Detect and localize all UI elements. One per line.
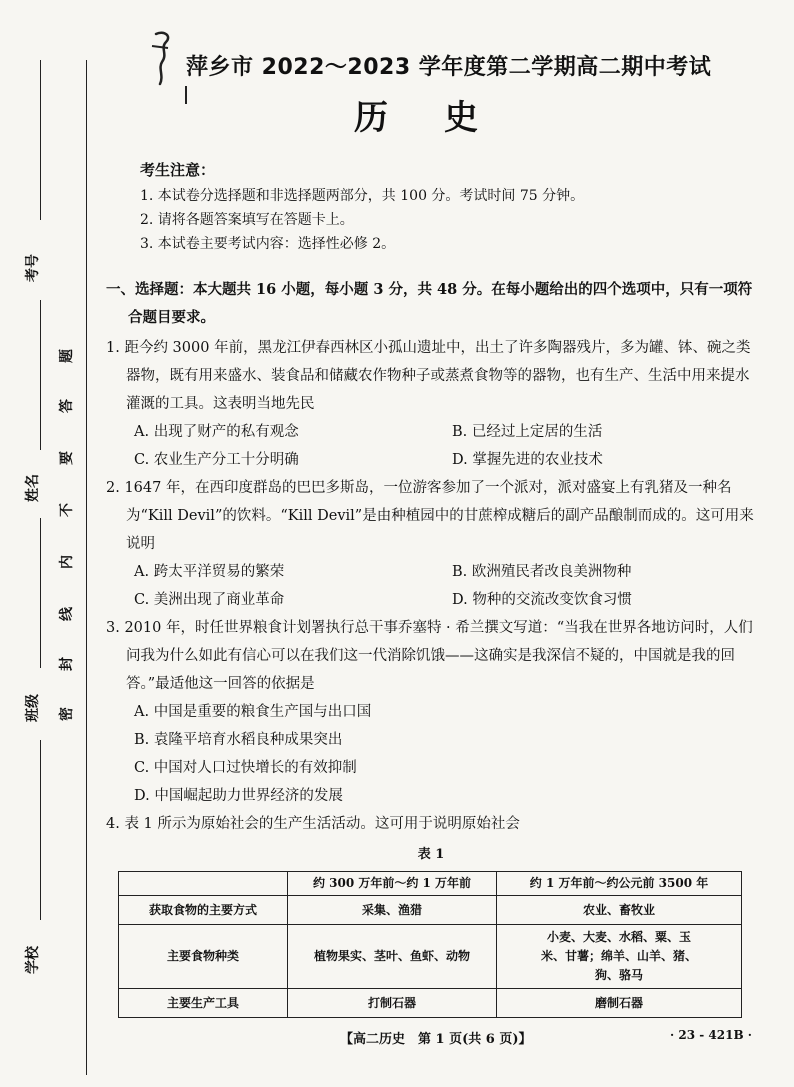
field-label-school: 学校: [25, 946, 41, 974]
option-b: B. 欧洲殖民者改良美洲物种: [452, 564, 632, 580]
seal-char: 封: [59, 657, 75, 671]
table-cell: 植物果实、茎叶、鱼虾、动物: [288, 925, 497, 989]
notice-item: 2. 请将各题答案填写在答题卡上。: [140, 212, 354, 228]
seal-char: 密: [59, 707, 75, 721]
field-line-name: [40, 300, 41, 450]
field-label-class: 班级: [25, 694, 41, 722]
option-b: B. 已经过上定居的生活: [452, 424, 603, 440]
seal-char: 线: [59, 607, 75, 621]
option-d: D. 物种的交流改变饮食习惯: [452, 592, 632, 608]
seal-char: 内: [59, 555, 75, 569]
field-line-exam-number: [40, 60, 41, 220]
table-cell: 主要生产工具: [119, 989, 288, 1018]
paper-code: · 23 - 421B ·: [670, 1028, 752, 1042]
option-d: D. 中国崛起助力世界经济的发展: [134, 788, 343, 804]
table-cell: 主要食物种类: [119, 925, 288, 989]
option-a: A. 跨太平洋贸易的繁荣: [134, 564, 285, 580]
seal-char: 不: [59, 503, 75, 517]
table-cell: 磨制石器: [497, 989, 742, 1018]
seal-line: [86, 60, 87, 1075]
table-cell: 约 300 万年前～约 1 万年前: [288, 872, 497, 896]
exam-subject: 历史: [354, 98, 534, 138]
option-c: C. 美洲出现了商业革命: [134, 592, 285, 608]
binding-margin: [0, 0, 100, 1087]
table-row: [119, 925, 742, 989]
option-a: A. 出现了财产的私有观念: [134, 424, 299, 440]
option-d: D. 掌握先进的农业技术: [452, 452, 603, 468]
option-b: B. 袁隆平培育水稻良种成果突出: [134, 732, 343, 748]
question-1-stem: 1. 距今约 3000 年前，黑龙江伊春西林区小孤山遗址中，出土了许多陶器残片，多为罐、钵、碗之类器物，既有用来盛水、装食品和储藏农作物种子或蒸煮食物等的器物，也有生产、生活中用来提水灌溉的工具。这表明当地先民: [106, 340, 751, 412]
exam-title: 萍乡市 2022～2023 学年度第二学期高二期中考试: [186, 55, 712, 80]
table-cell: 农业、畜牧业: [497, 896, 742, 925]
seal-char: 答: [59, 399, 75, 413]
table-caption: 表 1: [417, 847, 445, 862]
question-section: [106, 276, 756, 866]
table-cell: 小麦、大麦、水稻、粟、玉米、甘薯；绵羊、山羊、猪、狗、骆马: [497, 925, 742, 989]
field-label-name: 姓名: [25, 474, 41, 502]
question-2-stem: 2. 1647 年，在西印度群岛的巴巴多斯岛，一位游客参加了一个派对，派对盛宴上有乳猪及一种名为“Kill Devil”的饮料。“Kill Devil”是由种植园中的甘蔗榨成糖后的副产品酿制而成的。这可用来说明: [106, 480, 754, 552]
notice-heading: 考生注意：: [140, 161, 216, 179]
question-3-stem: 3. 2010 年，时任世界粮食计划署执行总干事乔塞特 · 希兰撰文写道：“当我在世界各地访问时，人们问我为什么如此有信心可以在我们这一代消除饥饿——这确实是我深信不疑的，中国就是我的回答。”最适他这一回答的依据是: [106, 620, 753, 692]
table-cell: [119, 872, 288, 896]
section-heading: 一、选择题：本大题共 16 小题，每小题 3 分，共 48 分。在每小题给出的四个选项中，只有一项符合题目要求。: [106, 281, 753, 326]
option-c: C. 中国对人口过快增长的有效抑制: [134, 760, 357, 776]
option-a: A. 中国是重要的粮食生产国与出口国: [134, 704, 372, 720]
option-c: C. 农业生产分工十分明确: [134, 452, 299, 468]
notice-item: 3. 本试卷主要考试内容：选择性必修 2。: [140, 236, 396, 252]
table-row: [119, 896, 742, 925]
table-1: [118, 871, 742, 1018]
question-2-options: [106, 558, 756, 614]
notice-item: 1. 本试卷分选择题和非选择题两部分，共 100 分。考试时间 75 分钟。: [140, 188, 585, 204]
field-line-school: [40, 740, 41, 920]
field-line-class: [40, 518, 41, 668]
table-cell: 约 1 万年前～约公元前 3500 年: [497, 872, 742, 896]
seal-char: 题: [59, 349, 75, 363]
table-cell: 采集、渔猎: [288, 896, 497, 925]
page-footer: 【高二历史 第 1 页(共 6 页)】: [340, 1032, 532, 1047]
table-header-row: [119, 872, 742, 896]
field-label-exam-number: 考号: [25, 254, 41, 282]
question-4-stem: 4. 表 1 所示为原始社会的生产生活活动。这可用于说明原始社会: [106, 816, 520, 832]
candidate-notice: [140, 158, 740, 256]
table-row: [119, 989, 742, 1018]
table-cell: 获取食物的主要方式: [119, 896, 288, 925]
table-cell: 打制石器: [288, 989, 497, 1018]
seal-char: 要: [59, 451, 75, 465]
question-1-options: [106, 418, 756, 474]
